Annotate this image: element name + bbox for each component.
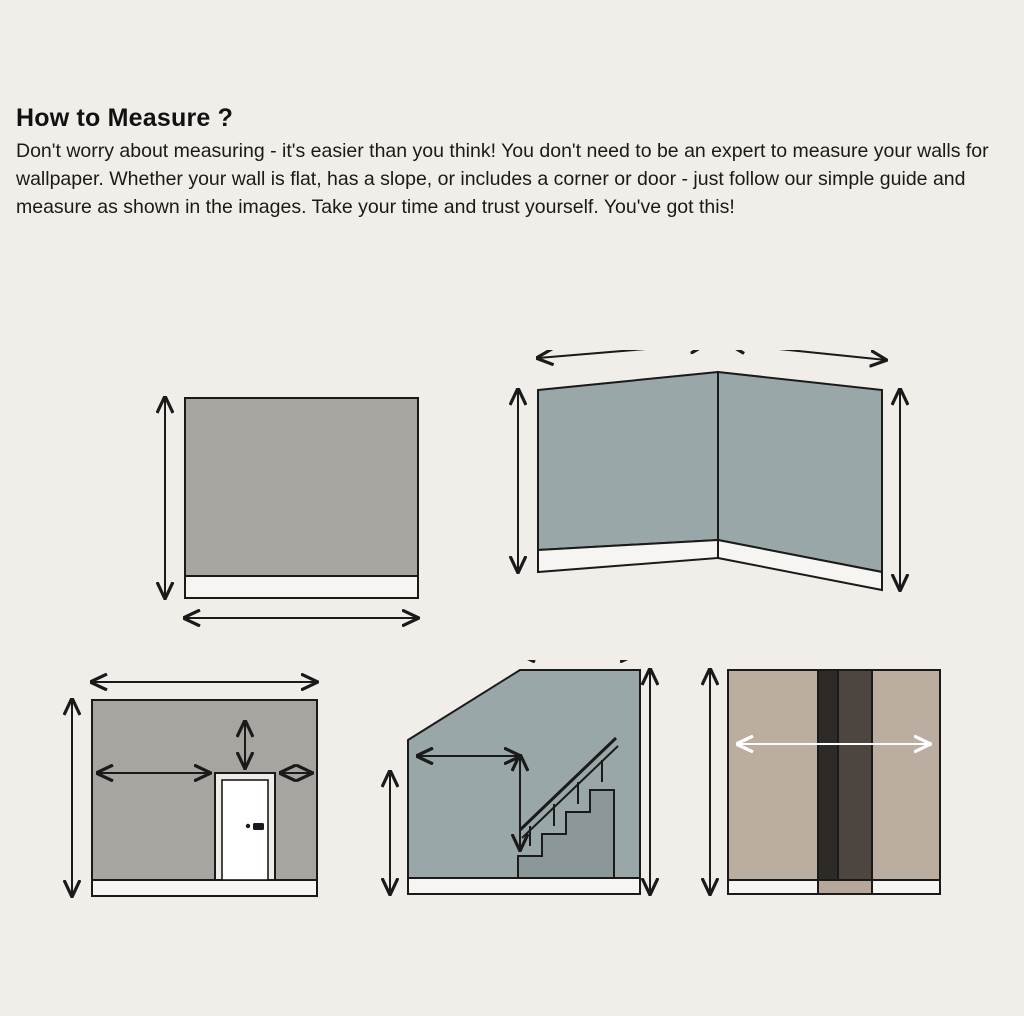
wall-surface-right: [718, 372, 882, 572]
recess-side-dark: [818, 670, 838, 880]
skirting-board-right: [872, 880, 940, 894]
figure-corner-wall: [490, 350, 910, 640]
figure-slope-wall: [370, 660, 660, 910]
measure-arrow-right-width: [730, 350, 886, 360]
wall-surface-left: [538, 372, 718, 550]
page-title: How to Measure ?: [16, 104, 234, 132]
wall-surface-right: [872, 670, 940, 880]
door-lock-icon: [246, 824, 250, 828]
wall-surface-left: [728, 670, 818, 880]
intro-text-block: [16, 104, 1006, 221]
diagram-group: [0, 330, 1024, 930]
figure-flat-wall: [140, 360, 440, 650]
figure-panel-wall: [690, 660, 970, 910]
wall-surface: [185, 398, 418, 576]
door-handle-icon: [253, 823, 264, 830]
skirting-board-recess: [818, 880, 872, 894]
recess-back: [838, 670, 872, 880]
wall-surface: [92, 700, 317, 880]
skirting-board-left: [728, 880, 818, 894]
measure-arrow-left-width: [538, 350, 706, 358]
intro-paragraph: Don't worry about measuring - it's easier than you think! You don't need to be an expert to measure your walls for wallpaper. Whether your wall is flat, has a slope, or includes a corner or door - just follow our simple guide and measure as shown in the images. Take your time and trust yourself. You've got this!: [16, 140, 989, 218]
skirting-board: [185, 576, 418, 598]
figure-door-wall: [50, 660, 350, 910]
skirting-board: [408, 878, 640, 894]
skirting-board: [92, 880, 317, 896]
